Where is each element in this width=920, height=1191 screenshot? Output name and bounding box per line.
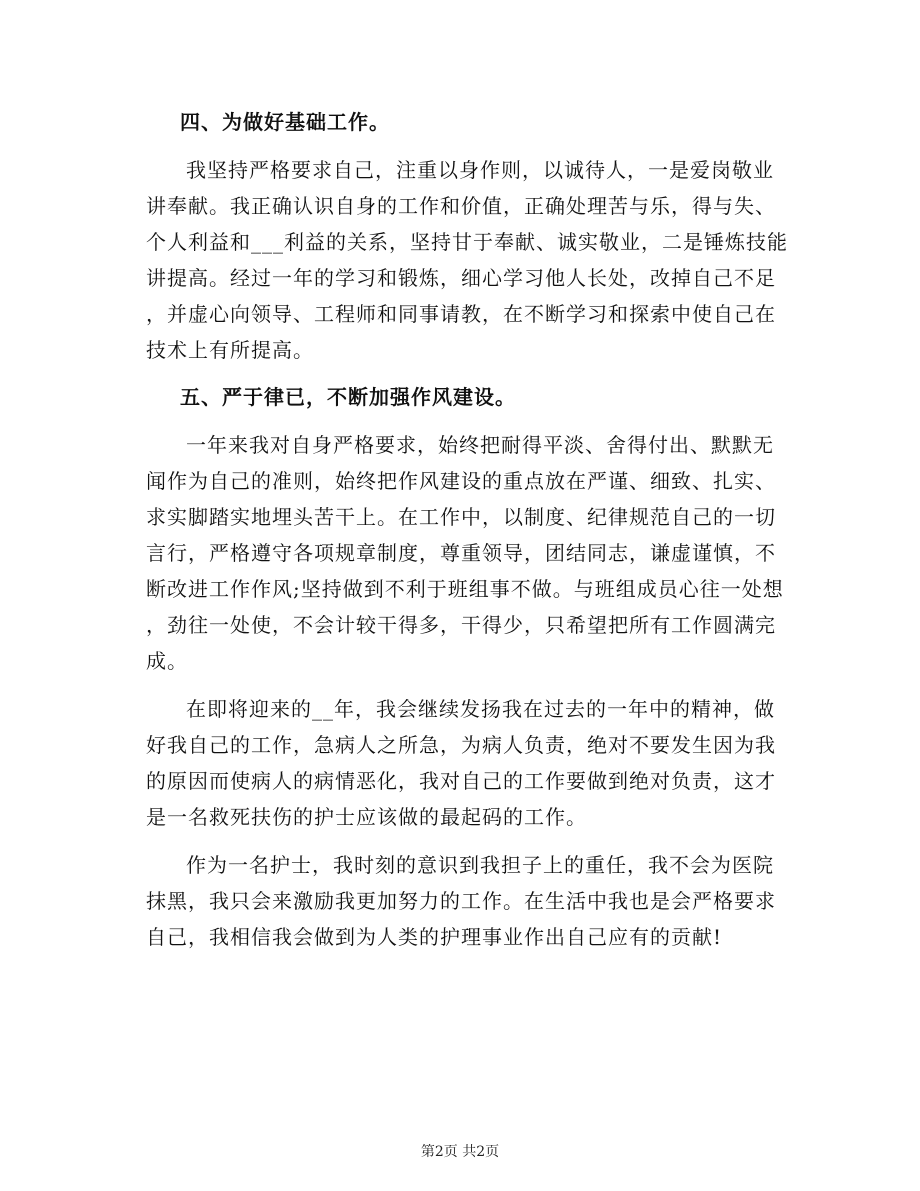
text-line: 作为一名护士，我时刻的意识到我担子上的重任，我不会为医院 — [186, 853, 774, 877]
section-4 — [146, 105, 788, 368]
text-line: 断改进工作作风;坚持做到不利于班组事不做。与班组成员心往一处想 — [146, 577, 784, 601]
text-line: 在即将迎来的__年，我会继续发扬我在过去的一年中的精神，做 — [186, 697, 775, 721]
text-line: 闻作为自己的准则，始终把作风建设的重点放在严谨、细致、扎实、 — [146, 469, 776, 493]
section-5 — [146, 380, 784, 679]
text-line: 技术上有所提高。 — [146, 338, 314, 362]
spacer — [146, 368, 776, 380]
closing-paragraph — [146, 847, 776, 955]
text-line: ，劲往一处使，不会计较干得多，干得少，只希望把所有工作圆满完 — [146, 613, 776, 637]
section-paragraph — [146, 427, 784, 679]
text-line: 好我自己的工作，急病人之所急，为病人负责，绝对不要发生因为我 — [146, 733, 776, 757]
page-footer: 第2页 共2页 — [420, 1144, 500, 1160]
text-line: 讲奉献。我正确认识自身的工作和价值，正确处理苦与乐，得与失、 — [146, 194, 776, 218]
text-line: 个人利益和___利益的关系，坚持甘于奉献、诚实敬业，二是锤炼技能 — [146, 230, 788, 254]
text-line: 是一名救死扶伤的护士应该做的最起码的工作。 — [146, 805, 587, 829]
text-line: 求实脚踏实地埋头苦干上。在工作中，以制度、纪律规范自己的一切 — [146, 505, 776, 529]
section-heading: 五、严于律已，不断加强作风建设。 — [180, 385, 516, 409]
text-line: 一年来我对自身严格要求，始终把耐得平淡、舍得付出、默默无 — [186, 433, 774, 457]
text-line: 成。 — [146, 649, 188, 673]
spacer — [146, 679, 776, 691]
text-line: 我坚持严格要求自己，注重以身作则，以诚待人，一是爱岗敬业 — [186, 158, 774, 182]
text-line: 自己，我相信我会做到为人类的护理事业作出自己应有的贡献! — [146, 925, 723, 949]
text-line: 的原因而使病人的病情恶化，我对自己的工作要做到绝对负责，这才 — [146, 769, 776, 793]
section-heading: 四、为做好基础工作。 — [180, 110, 390, 134]
closing-paragraph — [146, 691, 776, 835]
section-paragraph — [146, 152, 788, 368]
text-line: ，并虚心向领导、工程师和同事请教，在不断学习和探索中使自己在 — [146, 302, 776, 326]
text-line: 抹黑，我只会来激励我更加努力的工作。在生活中我也是会严格要求 — [146, 889, 776, 913]
document-body — [146, 105, 788, 955]
spacer — [146, 835, 776, 847]
text-line: 讲提高。经过一年的学习和锻炼，细心学习他人长处，改掉自己不足 — [146, 266, 776, 290]
text-line: 言行，严格遵守各项规章制度，尊重领导，团结同志，谦虚谨慎，不 — [146, 541, 776, 565]
